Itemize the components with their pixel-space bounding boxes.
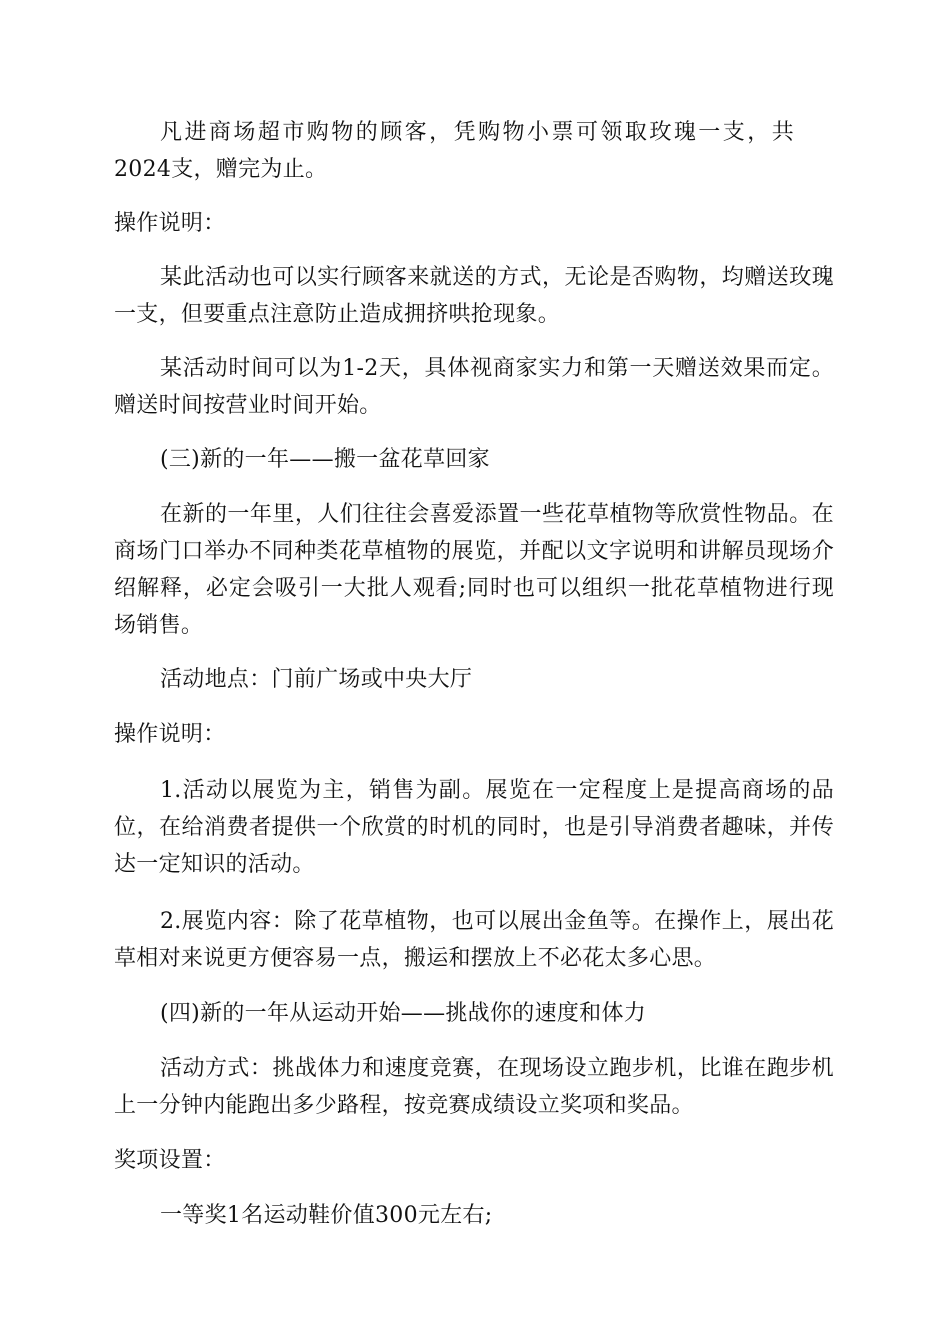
section-heading-four: (四)新的一年从运动开始——挑战你的速度和体力 (160, 1001, 647, 1026)
heading-operation-notes-1: 操作说明： (114, 211, 226, 236)
award-first-prize: 一等奖1名运动鞋价值300元左右; (160, 1203, 493, 1228)
paragraph-activity-location: 活动地点：门前广场或中央大厅 (160, 667, 473, 692)
paragraph-rose-gift: 凡进商场超市购物的顾客，凭购物小票可领取玫瑰一支，共2024支，赠完为止。 (114, 120, 794, 182)
paragraph-activity-method: 活动方式：挑战体力和速度竞赛，在现场设立跑步机，比谁在跑步机上一分钟内能跑出多少路程，按竞赛成绩设立奖项和奖品。 (114, 1056, 834, 1118)
heading-operation-notes-2: 操作说明： (114, 722, 226, 747)
paragraph-activity-duration: 某活动时间可以为1-2天，具体视商家实力和第一天赠送效果而定。赠送时间按营业时间开始。 (114, 356, 834, 418)
list-item-1: 1.活动以展览为主，销售为副。展览在一定程度上是提高商场的品位，在给消费者提供一个欣赏的时机的同时，也是引导消费者趣味，并传达一定知识的活动。 (114, 778, 834, 877)
section-heading-three: (三)新的一年——搬一盆花草回家 (160, 447, 490, 472)
paragraph-gift-method: 某此活动也可以实行顾客来就送的方式，无论是否购物，均赠送玫瑰一支，但要重点注意防止造成拥挤哄抢现象。 (114, 265, 834, 327)
paragraph-flower-exhibition: 在新的一年里，人们往往会喜爱添置一些花草植物等欣赏性物品。在商场门口举办不同种类花草植物的展览，并配以文字说明和讲解员现场介绍解释，必定会吸引一大批人观看;同时也可以组织一批花草植物进行现场销售。 (114, 502, 834, 638)
list-item-2: 2.展览内容：除了花草植物，也可以展出金鱼等。在操作上，展出花草相对来说更方便容易一点，搬运和摆放上不必花太多心思。 (114, 909, 834, 971)
heading-award-settings: 奖项设置： (114, 1148, 226, 1173)
